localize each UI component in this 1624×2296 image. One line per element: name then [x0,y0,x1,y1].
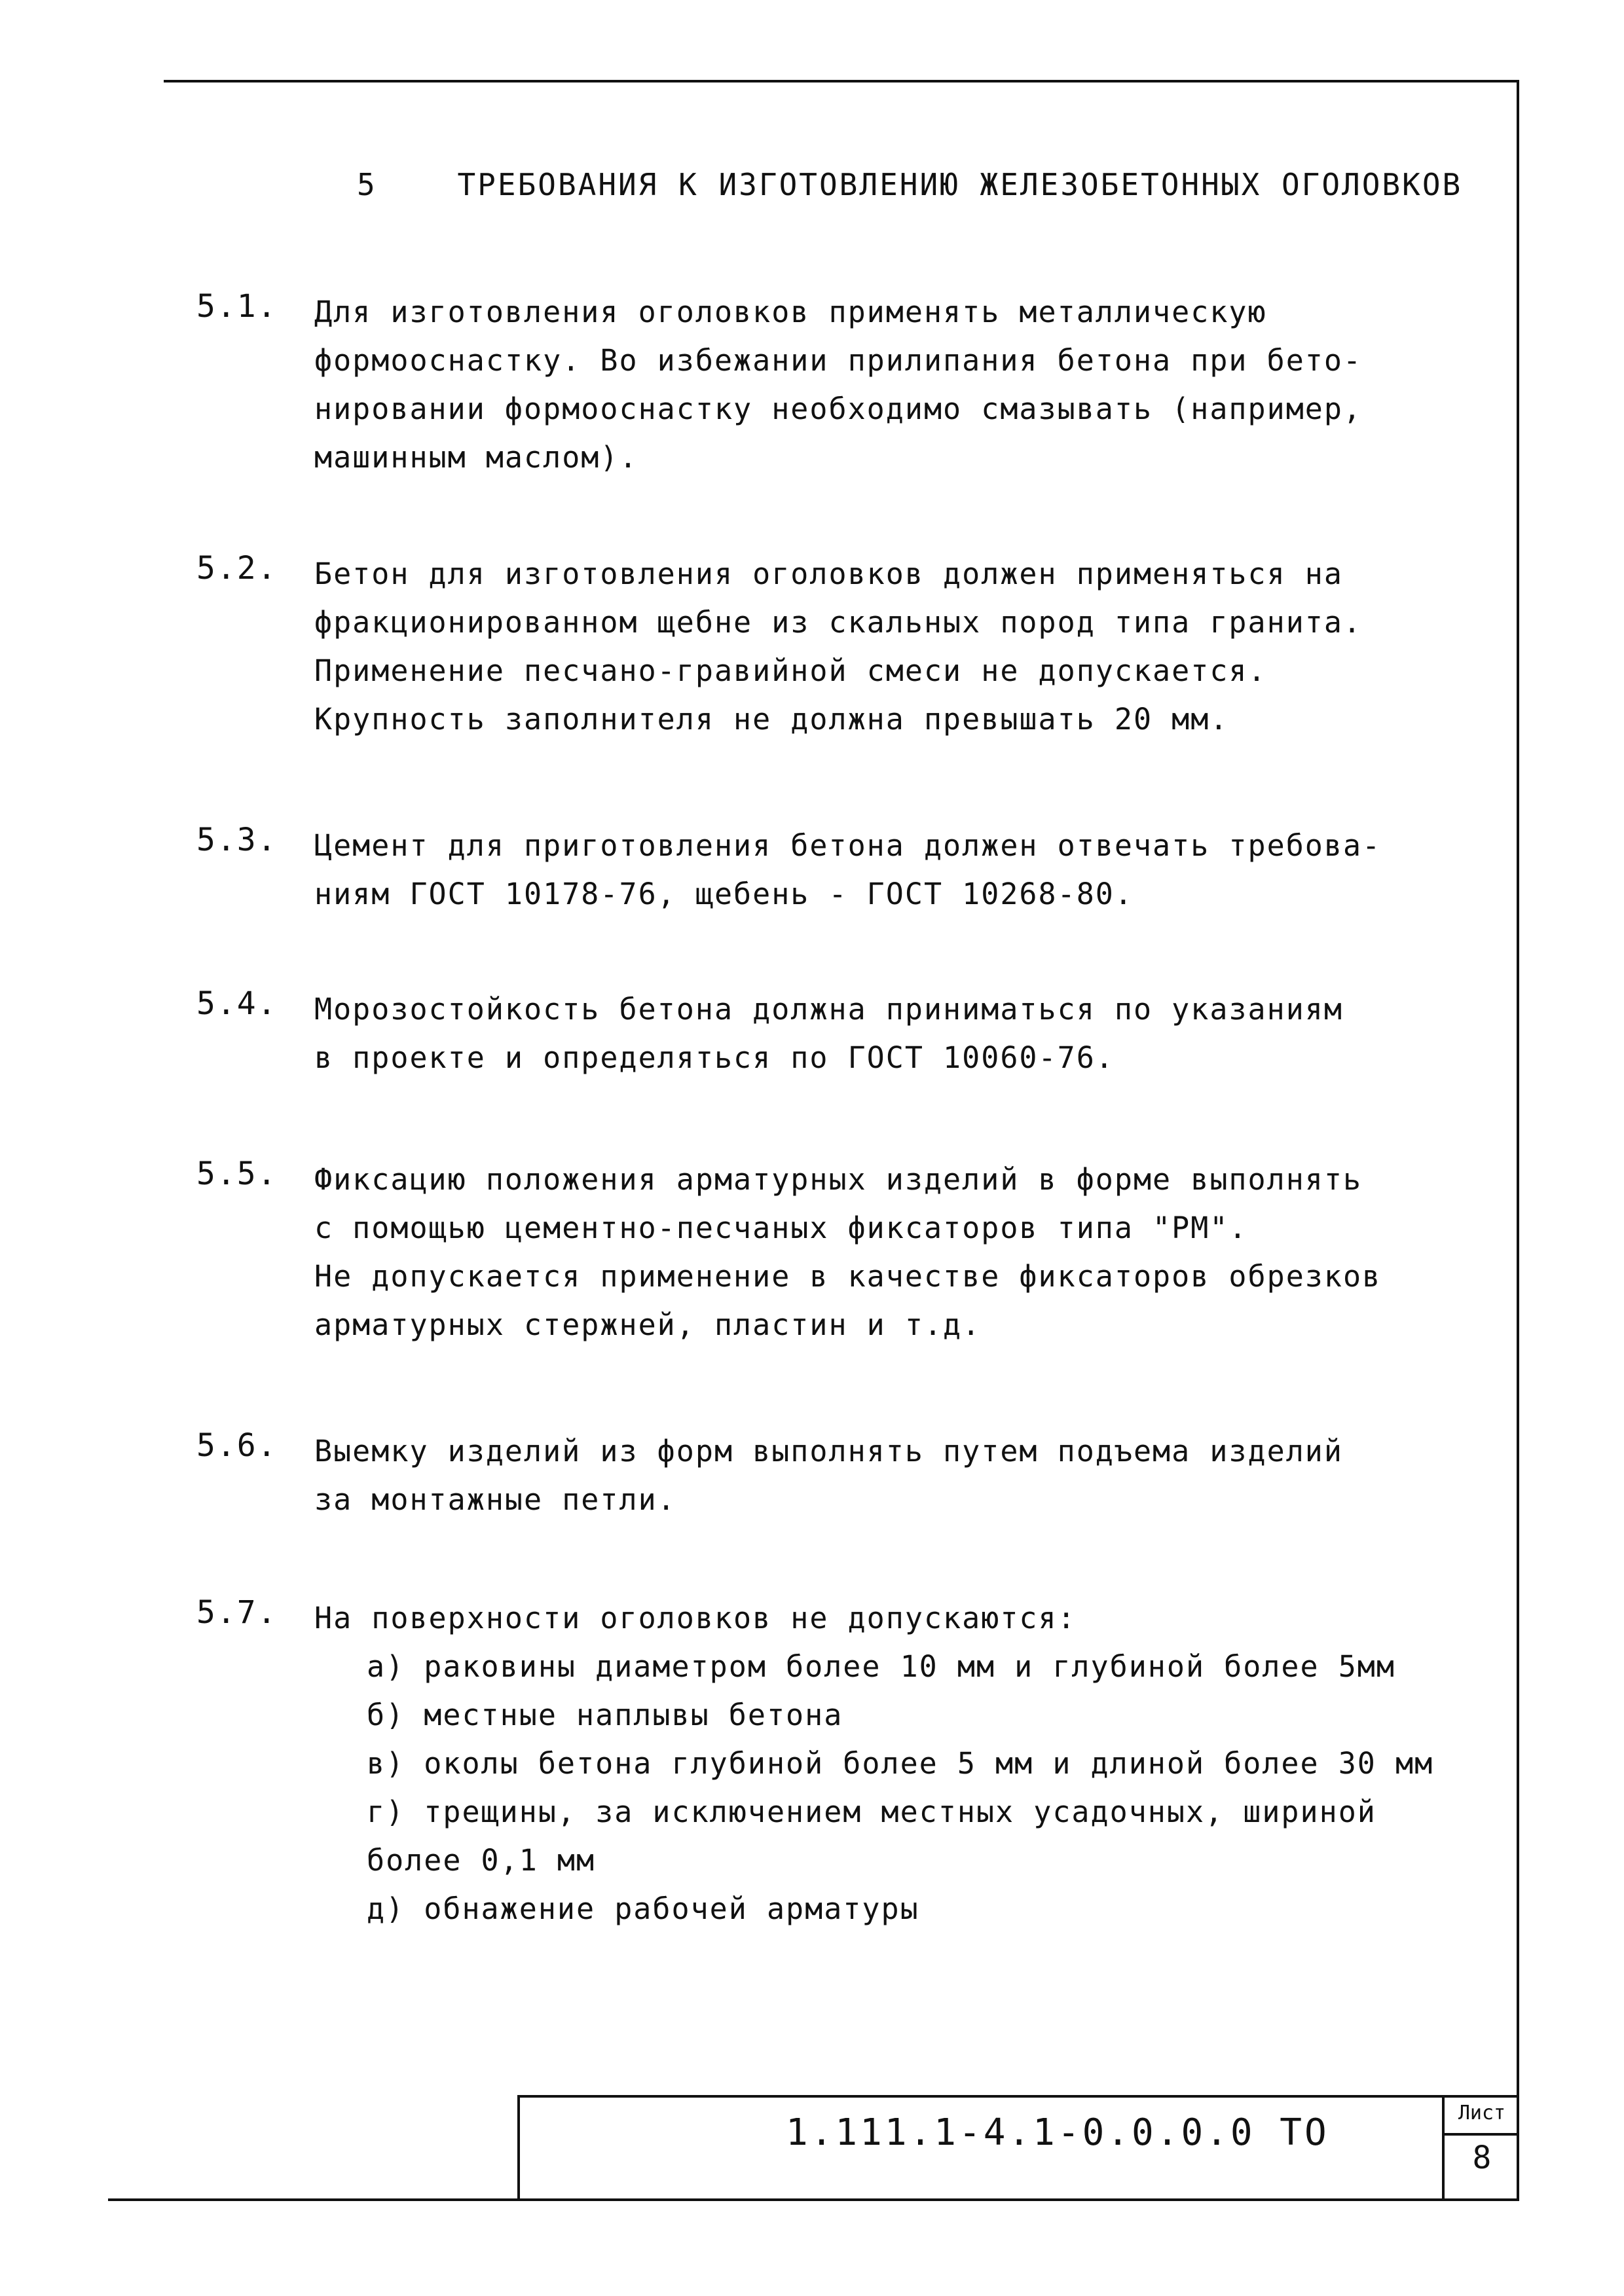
paragraph-text: Бетон для изготовления оголовков должен применяться на фракционированном щебне из скальных пород типа гранита. Применение песчано-гравийной смеси не допускается. Крупность заполнителя не должна превышать 20 мм. [314,556,1363,737]
paragraph-number: 5.6. [196,1427,278,1464]
paragraph-text: Морозостойкость бетона должна приниматься по указаниям в проекте и определяться по ГОСТ 10060-76. [314,992,1343,1075]
paragraph-text: Для изготовления оголовков применять металлическую формооснастку. Во избежании прилипания бетона при бето- нировании формооснастку необходимо смазывать (например, машинным маслом). [314,295,1363,475]
sheet-cell-divider [1442,2133,1519,2136]
sheet-number: 8 [1472,2140,1492,2176]
paragraph-number: 5.1. [196,288,278,325]
heading-number: 5 [357,167,377,202]
section-heading [357,167,1470,202]
heading-title: ТРЕБОВАНИЯ К ИЗГОТОВЛЕНИЮ ЖЕЛЕЗОБЕТОННЫХ ОГОЛОВКОВ [457,167,1463,202]
list-item: в) околы бетона глубиной более 5 мм и длиной более 30 мм [367,1746,1434,1781]
frame-bottom-border [108,2198,1519,2201]
paragraph-text: На поверхности оголовков не допускаются: [314,1601,1077,1635]
list-item: д) обнажение рабочей арматуры [367,1891,919,1926]
paragraph-text: Выемку изделий из форм выполнять путем подъема изделий за монтажные петли. [314,1434,1343,1517]
list-item: а) раковины диаметром более 10 мм и глубиной более 5мм [367,1649,1395,1684]
sheet-cell-left-border [1442,2095,1445,2200]
list-item: б) местные наплывы бетона [367,1698,843,1732]
paragraph-number: 5.2. [196,550,278,587]
list-item: г) трещины, за исключением местных усадочных, шириной более 0,1 мм [367,1795,1376,1878]
defect-list [367,1643,1519,1933]
paragraph-number: 5.5. [196,1156,278,1192]
paragraph-text: Цемент для приготовления бетона должен отвечать требова- ниям ГОСТ 10178-76, щебень - ГОСТ 10268-80. [314,828,1382,911]
paragraph-number: 5.4. [196,985,278,1022]
sheet-label: Лист [1458,2102,1506,2124]
paragraph-number: 5.3. [196,822,278,858]
title-block-left-border [517,2095,520,2200]
paragraph-text: Фиксацию положения арматурных изделий в форме выполнять с помощью цементно-песчаных фиксаторов типа "РМ". Не допускается применение в качестве фиксаторов обрезков арматурных стержней, пластин и т.д. [314,1162,1382,1342]
title-block-top-border [517,2095,1519,2098]
document-code: 1.111.1-4.1-0.0.0.0 ТО [786,2111,1329,2154]
frame-top-border [164,80,1519,82]
paragraph-number: 5.7. [196,1594,278,1631]
